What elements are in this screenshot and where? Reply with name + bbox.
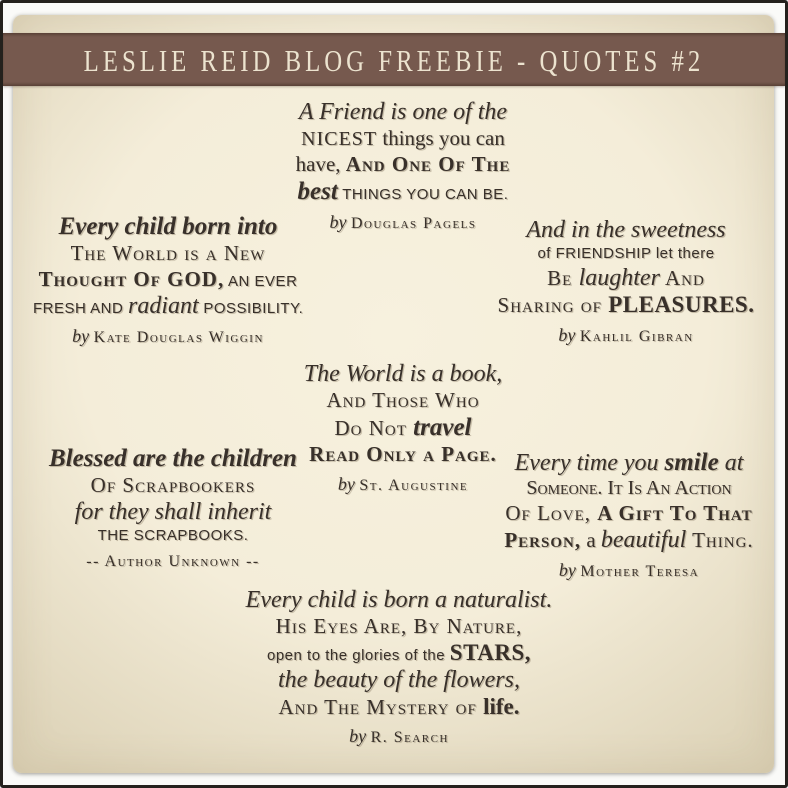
quote-segment: Every child born into bbox=[58, 213, 278, 240]
quote-segment: And bbox=[659, 265, 705, 290]
quote-line bbox=[229, 614, 569, 640]
quote-line bbox=[286, 361, 520, 388]
quote-segment: life. bbox=[483, 693, 520, 719]
quote-segment: The World is a New bbox=[70, 241, 266, 265]
quote-segment: by bbox=[558, 324, 580, 345]
quote-segment: Be bbox=[547, 265, 579, 290]
quote-line bbox=[229, 587, 569, 614]
quote-segment: by bbox=[349, 726, 371, 747]
quote-segment: PLEASURES. bbox=[608, 291, 755, 317]
quote-line bbox=[229, 640, 569, 667]
quote-line bbox=[229, 667, 569, 694]
quote-line bbox=[45, 526, 301, 547]
quote-line bbox=[493, 292, 759, 319]
quote-line bbox=[493, 265, 759, 292]
quote-segment: things you can bbox=[377, 126, 505, 150]
quote-segment: beautiful bbox=[600, 526, 687, 553]
quote-line bbox=[495, 449, 763, 477]
quote-segment: A Gift To That bbox=[597, 500, 753, 525]
quote-segment: best bbox=[297, 177, 338, 205]
quote-segment: Someone. It Is An Action bbox=[526, 477, 732, 499]
quote-line bbox=[493, 244, 759, 265]
quote-segment: for they shall inherit bbox=[74, 498, 272, 525]
quote-segment: of FRIENDSHIP let there bbox=[537, 245, 715, 262]
quote-line bbox=[229, 694, 569, 721]
quote-segment: Thought Of GOD, bbox=[38, 266, 225, 291]
quote-line bbox=[45, 499, 301, 526]
quote-segment: Thing. bbox=[686, 527, 754, 552]
quote-segment: And in the sweetness bbox=[526, 217, 726, 243]
quote-segment: POSSIBILITY. bbox=[198, 299, 304, 317]
quote-segment: A Friend is one of the bbox=[298, 99, 508, 125]
quote-attribution bbox=[493, 325, 759, 346]
quote-segment: Read Only a Page. bbox=[309, 441, 497, 466]
quote-attribution bbox=[229, 726, 569, 747]
quote-segment: Of Scrapbookers bbox=[90, 473, 256, 497]
quote-segment: Person, bbox=[504, 527, 582, 552]
quote-segment: AN EVER bbox=[224, 272, 298, 290]
quote-segment: The World is a book, bbox=[303, 361, 503, 387]
quote-st-augustine bbox=[286, 361, 520, 495]
quote-segment: Kahlil Gibran bbox=[579, 327, 694, 345]
quote-kahlil-gibran bbox=[493, 217, 759, 346]
quote-attribution bbox=[33, 326, 303, 347]
quote-line bbox=[45, 445, 301, 473]
quote-segment: travel bbox=[413, 413, 472, 441]
quote-segment: R. Search bbox=[370, 729, 449, 747]
quote-segment: THE SCRAPBOOKS. bbox=[97, 526, 249, 544]
quote-line bbox=[253, 152, 553, 178]
quote-segment: STARS, bbox=[449, 639, 531, 665]
quote-segment: open to the glories of the bbox=[267, 646, 450, 664]
quote-segment: -- Author Unknown -- bbox=[86, 552, 260, 570]
quote-line bbox=[493, 217, 759, 244]
quote-r-search bbox=[229, 587, 569, 747]
quote-mother-teresa bbox=[495, 449, 763, 581]
quote-segment: Every child is born a naturalist. bbox=[245, 587, 553, 613]
quote-segment: laughter bbox=[578, 264, 660, 291]
quote-attribution bbox=[286, 474, 520, 495]
quote-segment: by bbox=[558, 559, 581, 580]
quote-line bbox=[495, 527, 763, 554]
quote-segment: And The Mystery of bbox=[278, 694, 484, 719]
quote-segment: Of Love, bbox=[505, 500, 598, 525]
quote-kate-douglas-wiggin bbox=[33, 213, 303, 347]
quote-segment: have, bbox=[295, 151, 346, 176]
banner-title: LESLIE REID BLOG FREEBIE - QUOTES #2 bbox=[83, 43, 705, 78]
quote-segment: by bbox=[337, 473, 360, 494]
quote-segment: by bbox=[72, 325, 94, 346]
quote-line bbox=[286, 414, 520, 442]
quote-segment: St. Augustine bbox=[359, 476, 469, 494]
quote-segment: at bbox=[718, 450, 744, 476]
quote-line bbox=[495, 501, 763, 527]
quote-line bbox=[33, 213, 303, 241]
quote-segment: And One Of The bbox=[345, 151, 511, 176]
quote-segment: Douglas Pagels bbox=[350, 214, 477, 232]
quote-segment: NICEST bbox=[301, 128, 378, 150]
quote-line bbox=[33, 267, 303, 293]
quote-segment: Do Not bbox=[334, 415, 414, 440]
quote-segment: smile bbox=[664, 449, 719, 476]
quote-line bbox=[45, 473, 301, 499]
quote-segment: radiant bbox=[128, 292, 199, 319]
quote-line bbox=[253, 126, 553, 152]
quote-segment: Kate Douglas Wiggin bbox=[93, 328, 264, 346]
quote-line bbox=[253, 178, 553, 206]
quote-segment: a bbox=[581, 527, 601, 552]
quote-line bbox=[33, 241, 303, 267]
quote-segment: His Eyes Are, By Nature, bbox=[275, 614, 523, 638]
quote-line bbox=[253, 99, 553, 126]
quote-line bbox=[286, 442, 520, 468]
quote-segment: FRESH AND bbox=[33, 299, 129, 317]
quote-line bbox=[33, 293, 303, 320]
quote-segment: the beauty of the flowers, bbox=[278, 666, 520, 693]
quote-segment: by bbox=[329, 211, 351, 232]
quote-line bbox=[286, 388, 520, 414]
quote-author-unknown bbox=[45, 445, 301, 571]
quote-segment: THINGS YOU CAN BE. bbox=[337, 185, 509, 203]
quote-segment: And Those Who bbox=[326, 388, 480, 412]
quote-segment: Every time you bbox=[514, 450, 665, 476]
quote-board bbox=[3, 3, 785, 785]
quote-segment: Blessed are the children bbox=[49, 445, 297, 472]
quote-line bbox=[495, 477, 763, 501]
quote-segment: Sharing of bbox=[497, 292, 609, 317]
quote-attribution bbox=[45, 553, 301, 571]
quote-attribution bbox=[495, 560, 763, 581]
quote-segment: Mother Teresa bbox=[580, 562, 700, 580]
